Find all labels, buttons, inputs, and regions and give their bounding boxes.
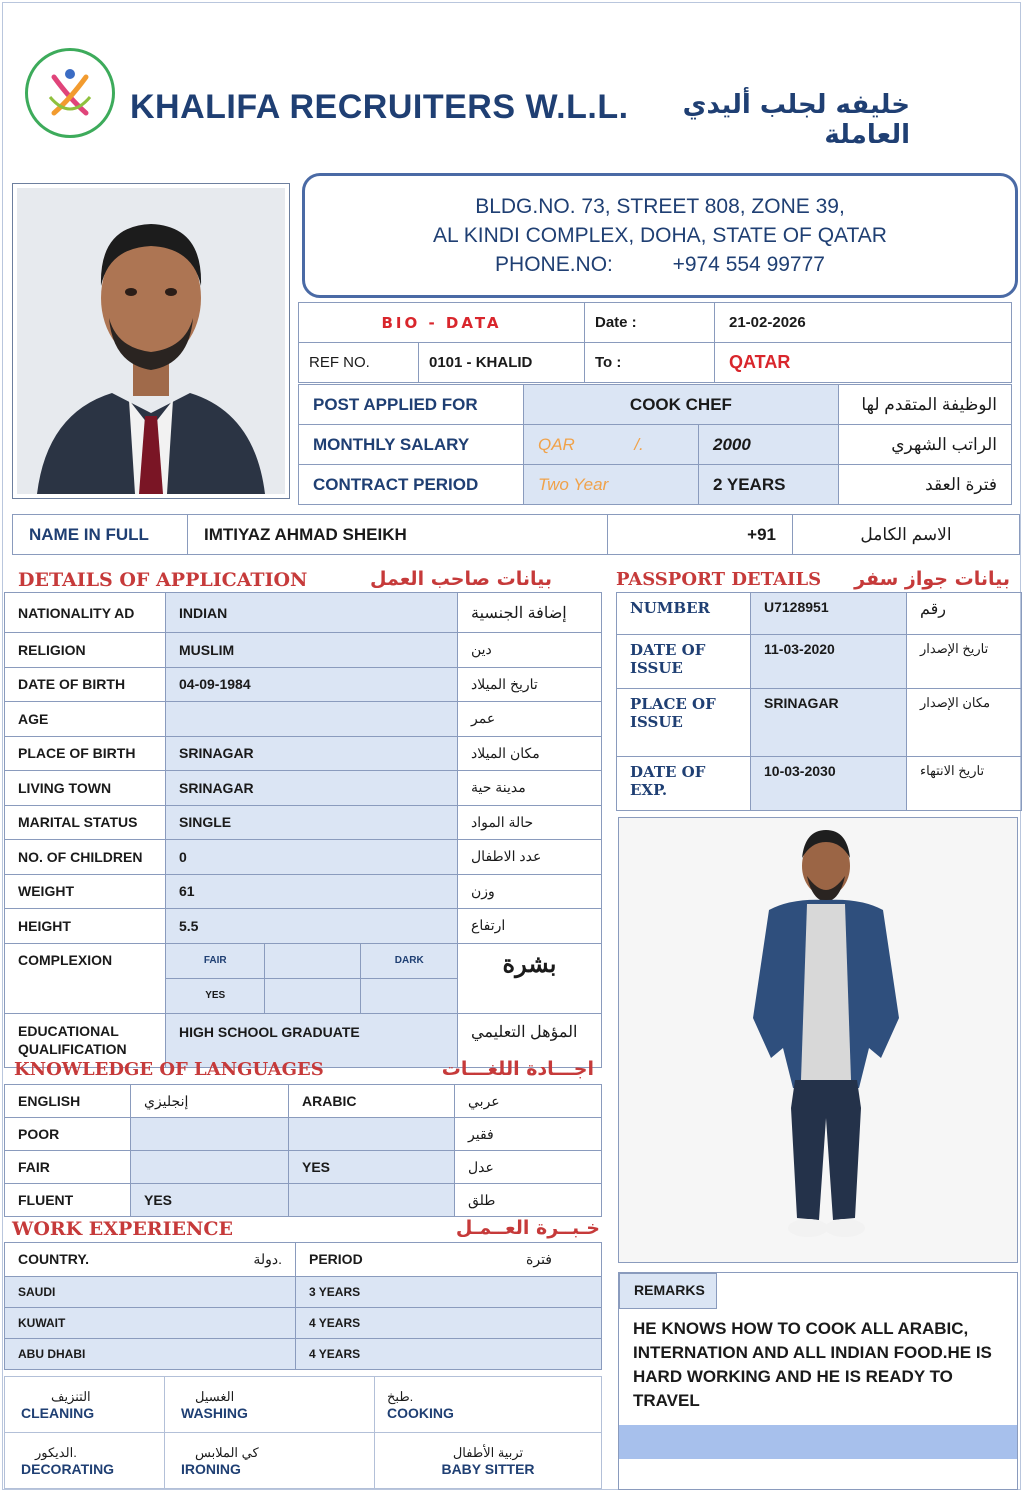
languages-title: KNOWLEDGE OF LANGUAGES [14,1059,324,1080]
contract-hint: Two Year [524,465,699,505]
salary-label: MONTHLY SALARY [299,425,524,465]
level-label-arabic: طلق [455,1184,602,1217]
app-label-arabic: مكان الميلاد [458,736,602,771]
skill-label-arabic: الديكور. [35,1444,77,1460]
period-label: PERIOD [309,1251,363,1267]
languages-title-arabic: اجـــادة اللغـــات [441,1058,594,1080]
complexion-blank [361,978,457,1013]
passport-photo [17,188,285,494]
app-label-arabic: تاريخ الميلاد [458,667,602,702]
passport-value: SRINAGAR [751,689,907,757]
logo-figure-icon [40,63,100,123]
arabic-level-value [289,1184,455,1217]
passport-table [616,592,1022,811]
app-value: SINGLE [166,805,458,840]
remarks-box [618,1272,1018,1490]
date-label: Date : [585,303,715,343]
full-body-photo [618,817,1018,1263]
skill-label-arabic: كي الملابس [195,1444,259,1460]
company-logo [25,48,115,138]
english-level-value [131,1151,289,1184]
work-period: 4 YEARS [296,1308,602,1339]
skill-label-arabic: طبخ. [387,1388,414,1404]
skill-label-arabic: الغسيل [195,1388,235,1404]
work-period: 4 YEARS [296,1339,602,1370]
salary-currency-text: QAR [538,434,575,454]
complexion-blank [265,978,361,1013]
address-line-1: BLDG.NO. 73, STREET 808, ZONE 39, [475,195,845,218]
app-label: NATIONALITY AD [5,593,166,633]
skill-label: COOKING [387,1404,454,1421]
skill-label: WASHING [181,1404,248,1421]
app-label-arabic: دين [458,633,602,668]
level-label-arabic: عدل [455,1151,602,1184]
app-value: 61 [166,874,458,909]
level-label: FLUENT [5,1184,131,1217]
languages-table [4,1084,602,1217]
level-label: POOR [5,1118,131,1151]
arabic-label-arabic: عربي [455,1085,602,1118]
work-title: WORK EXPERIENCE [12,1218,233,1240]
skill-label: CLEANING [21,1404,95,1421]
work-country: SAUDI [5,1277,296,1308]
name-label-arabic: الاسم الكامل [793,515,1020,555]
passport-label-arabic: تاريخ الانتهاء [907,757,1022,811]
passport-label-arabic: مكان الإصدار [907,689,1022,757]
contract-label: CONTRACT PERIOD [299,465,524,505]
post-label-arabic: الوظيفة المتقدم لها [838,385,1011,425]
level-label-arabic: فقير [455,1118,602,1151]
period-label-arabic: فترة [526,1251,552,1267]
country-label: COUNTRY. [18,1251,90,1267]
country-header [5,1243,296,1277]
salary-value: 2000 [699,425,839,465]
address-box [302,173,1018,298]
company-name-arabic: خليفه لجلب أليدي العاملة [682,90,910,150]
ref-label: REF NO. [299,343,419,383]
complexion-dark: DARK [361,944,457,979]
post-label: POST APPLIED FOR [299,385,524,425]
passport-value: 11-03-2020 [751,635,907,689]
passport-title-arabic: بيانات جواز سفر [854,568,1010,590]
company-name: KHALIFA RECRUITERS W.L.L. [130,88,629,126]
remarks-text: HE KNOWS HOW TO COOK ALL ARABIC, INTERNATION AND ALL INDIAN FOOD.HE IS HARD WORKING AND HE IS READY TO TRAVEL [633,1319,992,1410]
post-table [298,384,1012,505]
complexion-blank [265,944,361,979]
app-label: HEIGHT [5,909,166,944]
english-level-value [131,1118,289,1151]
skill-label: BABY SITTER [441,1460,535,1477]
arabic-level-value [289,1118,455,1151]
name-table [12,514,1020,555]
app-label: NO. OF CHILDREN [5,840,166,875]
app-label-arabic: عمر [458,702,602,737]
english-level-value: YES [131,1184,289,1217]
complexion-label: COMPLEXION [5,943,166,1013]
salary-separator: /. [634,434,644,454]
skill-ironing [165,1433,375,1489]
complexion-grid [166,943,458,1013]
name-label: NAME IN FULL [13,515,188,555]
passport-label: DATE OF ISSUE [617,635,751,689]
passport-label: PLACE OF ISSUE [617,689,751,757]
complexion-label-arabic: بشرة [458,943,602,1013]
work-title-arabic: خـبــرة العــمـل [455,1217,600,1239]
app-label-arabic: حالة المواد [458,805,602,840]
biodata-title: BIO - DATA [299,303,585,343]
app-value: SRINAGAR [166,771,458,806]
skill-label-arabic: التنزيف [51,1388,91,1404]
app-label-arabic: ارتفاع [458,909,602,944]
app-value: 04-09-1984 [166,667,458,702]
app-value: 0 [166,840,458,875]
app-value [166,702,458,737]
remarks-label: REMARKS [619,1273,717,1309]
work-country: KUWAIT [5,1308,296,1339]
ref-value: 0101 - KHALID [419,343,585,383]
passport-label-arabic: رقم [907,593,1022,635]
work-table [4,1242,602,1370]
contract-label-arabic: فترة العقد [838,465,1011,505]
skill-label: IRONING [181,1460,241,1477]
passport-title: PASSPORT DETAILS [616,569,822,590]
passport-value: 10-03-2030 [751,757,907,811]
app-label: AGE [5,702,166,737]
application-title-arabic: بيانات صاحب العمل [370,568,552,590]
work-country: ABU DHABI [5,1339,296,1370]
complexion-yes: YES [166,978,265,1013]
phone-label: PHONE.NO: [495,253,613,276]
to-value: QATAR [715,343,1012,383]
skill-washing [165,1377,375,1433]
application-table [4,592,602,1068]
skill-label: DECORATING [21,1460,115,1477]
education-label-arabic: المؤهل التعليمي [458,1013,602,1067]
address-line-2: AL KINDI COMPLEX, DOHA, STATE OF QATAR [433,224,887,247]
passport-label: NUMBER [617,593,751,635]
app-value: INDIAN [166,593,458,633]
app-value: 5.5 [166,909,458,944]
app-label-arabic: وزن [458,874,602,909]
english-label-arabic: إنجليزي [131,1085,289,1118]
salary-currency [524,425,699,465]
passport-label-arabic: تاريخ الإصدار [907,635,1022,689]
skill-baby-sitter [375,1433,602,1489]
passport-value: U7128951 [751,593,907,635]
english-label: ENGLISH [5,1085,131,1118]
to-label: To : [585,343,715,383]
name-value: IMTIYAZ AHMAD SHEIKH [188,515,608,555]
application-title: DETAILS OF APPLICATION [18,569,308,591]
contract-value: 2 YEARS [699,465,839,505]
education-label: EDUCATIONAL QUALIFICATION [5,1013,166,1067]
period-header [296,1243,602,1277]
app-label: RELIGION [5,633,166,668]
app-label-arabic: عدد الاطفال [458,840,602,875]
app-value: MUSLIM [166,633,458,668]
phone-line [305,250,1015,279]
salary-label-arabic: الراتب الشهري [838,425,1011,465]
complexion-subtable [166,944,457,1013]
post-value: COOK CHEF [524,385,839,425]
phone-code: +91 [608,515,793,555]
work-period: 3 YEARS [296,1277,602,1308]
app-label: MARITAL STATUS [5,805,166,840]
level-label: FAIR [5,1151,131,1184]
passport-photo-frame [12,183,290,499]
app-value: SRINAGAR [166,736,458,771]
app-label: LIVING TOWN [5,771,166,806]
app-label: WEIGHT [5,874,166,909]
biodata-header-table [298,302,1012,383]
arabic-level-value: YES [289,1151,455,1184]
skill-decorating [5,1433,165,1489]
country-label-arabic: دولة. [253,1251,282,1267]
skill-cleaning [5,1377,165,1433]
app-label-arabic: إضافة الجنسية [458,593,602,633]
complexion-fair: FAIR [166,944,265,979]
arabic-label: ARABIC [289,1085,455,1118]
skill-cooking [375,1377,602,1433]
remarks-bar [619,1425,1017,1459]
skills-table [4,1376,602,1489]
education-value: HIGH SCHOOL GRADUATE [166,1013,458,1067]
skill-label-arabic: تربية الأطفال [452,1444,524,1460]
date-value: 21-02-2026 [715,303,1012,343]
app-label: DATE OF BIRTH [5,667,166,702]
passport-label: DATE OF EXP. [617,757,751,811]
app-label-arabic: مدينة حية [458,771,602,806]
app-label: PLACE OF BIRTH [5,736,166,771]
phone-number: +974 554 99777 [672,253,825,276]
